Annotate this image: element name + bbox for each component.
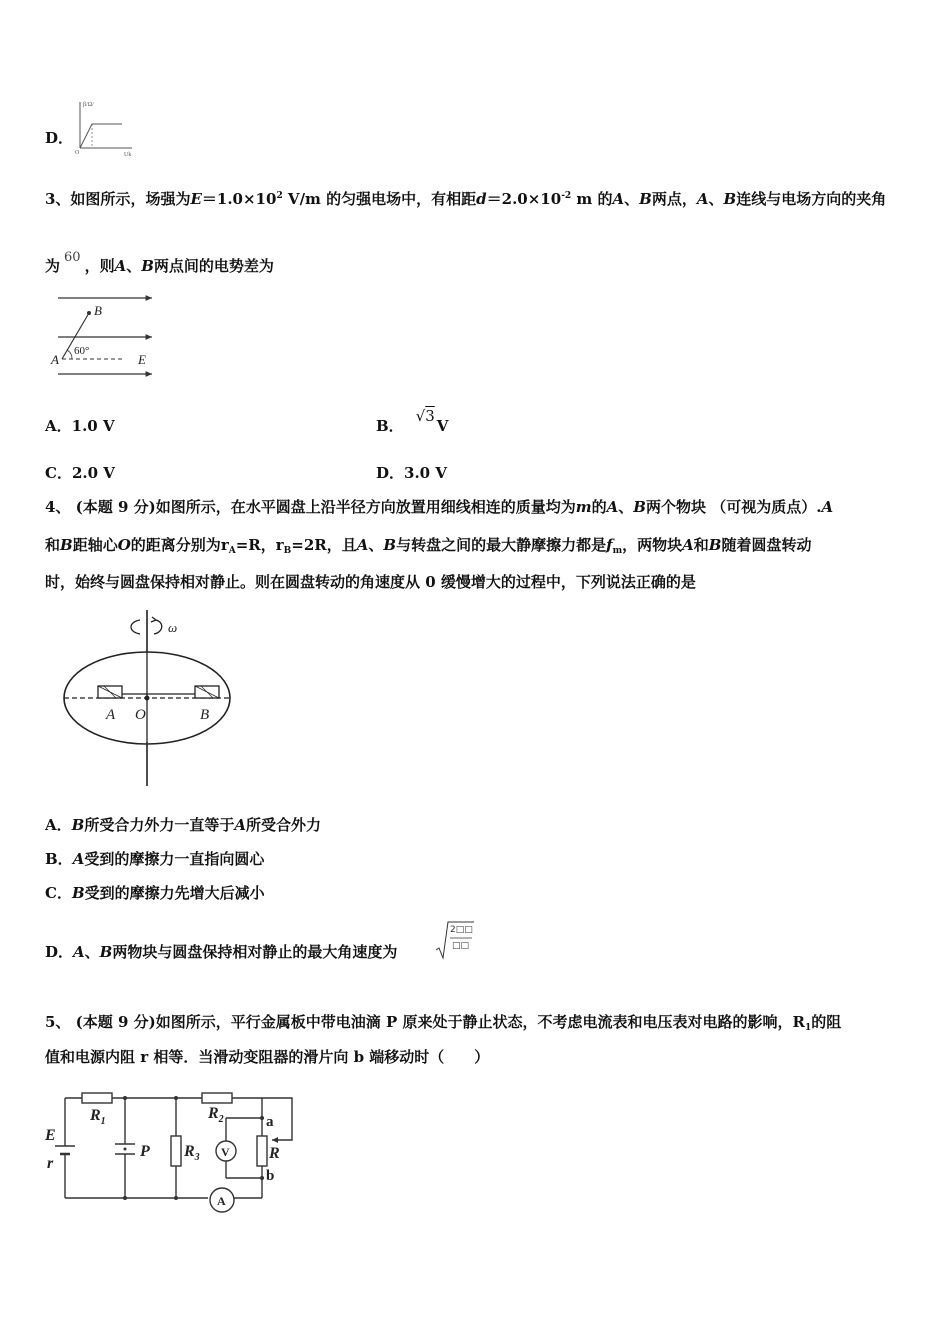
q4-option-b: B．A受到的摩擦力一直指向圆心 bbox=[45, 850, 265, 868]
svg-text:R: R bbox=[269, 1145, 280, 1162]
omega-label: ω bbox=[168, 620, 178, 635]
q3-option-c: C．2.0 V bbox=[45, 464, 115, 482]
svg-text:R3: $R_3$ bbox=[184, 1143, 200, 1163]
svg-text:A: A bbox=[106, 707, 116, 723]
svg-text:A: A bbox=[217, 1194, 226, 1208]
svg-text:A: A bbox=[51, 352, 59, 367]
svg-text:B: B bbox=[200, 707, 210, 723]
graph-y-label: β/Ω/ bbox=[83, 102, 94, 108]
q5-line2: 值和电源内阻 r 相等．当滑动变阻器的滑片向 b 端移动时（ ） bbox=[45, 1048, 490, 1066]
svg-text:P: P bbox=[140, 1143, 150, 1160]
svg-text:O: O bbox=[135, 707, 146, 723]
q3-option-a: A．1.0 V bbox=[45, 417, 115, 435]
q2-option-d-label: D． bbox=[45, 129, 74, 147]
q4-option-d-formula: 2□□ □□ bbox=[436, 920, 474, 960]
q3-field-figure bbox=[48, 288, 158, 380]
graph-origin: O bbox=[75, 150, 80, 156]
q5-line1: 5、 (本题 9 分)如图所示，平行金属板中带电油滴 P 原来处于静止状态，不考虑电流表和电压表对电路的影响，$R_1$的阻 bbox=[45, 1013, 842, 1033]
q4-line2: 和B距轴心O的距离分别为$r_A=R$，$r_B=2R$，且A、B与转盘之间的最大静摩擦力都是$f_m$，两物块A和B随着圆盘转动 bbox=[45, 536, 812, 556]
angle-60: 60 bbox=[64, 250, 81, 265]
q3-option-b: B．√3V bbox=[376, 407, 449, 435]
q4-line3: 时，始终与圆盘保持相对静止。则在圆盘转动的角速度从 0 缓慢增大的过程中，下列说法正确的是 bbox=[45, 573, 696, 591]
sqrt-icon: √3 bbox=[415, 407, 435, 425]
svg-text:R2: $R_2$ bbox=[208, 1105, 224, 1125]
svg-text:60°: 60° bbox=[74, 345, 90, 357]
svg-text:a: a bbox=[266, 1114, 274, 1130]
q4-option-d: D．A、B两物块与圆盘保持相对静止的最大角速度为 bbox=[45, 943, 398, 961]
q4-line1: 4、 (本题 9 分)如图所示，在水平圆盘上沿半径方向放置用细线相连的质量均为m的A、B两个物块 （可视为质点）.A bbox=[45, 498, 834, 516]
q4-disk-figure bbox=[60, 606, 240, 790]
svg-text:r: r bbox=[47, 1155, 54, 1172]
svg-text:V: V bbox=[221, 1145, 230, 1159]
q3-line1: 3、如图所示，场强为$E=1.0\times 10^2$ V/m 的匀强电场中，有相距$d=2.0\times 10^{-2}$ m 的A、B两点，A、B连线与电场方向的夹角 bbox=[45, 190, 887, 208]
q5-circuit-figure bbox=[40, 1088, 310, 1218]
q4-option-c: C．B受到的摩擦力先增大后减小 bbox=[45, 884, 265, 902]
graph-x-label: Uk bbox=[124, 152, 132, 158]
svg-text:E: E bbox=[45, 1127, 56, 1144]
svg-text:R1: $R_1$ bbox=[90, 1107, 106, 1127]
q4-option-a: A．B所受合力外力一直等于A所受合外力 bbox=[45, 816, 321, 834]
q2-option-d-graph bbox=[72, 98, 136, 158]
svg-text:E: E bbox=[138, 352, 146, 367]
svg-text:b: b bbox=[266, 1168, 275, 1184]
svg-text:B: B bbox=[94, 303, 102, 318]
q3-line2: 为 60 ，则A、B两点间的电势差为 bbox=[45, 250, 274, 275]
q3-option-d: D．3.0 V bbox=[376, 464, 447, 482]
